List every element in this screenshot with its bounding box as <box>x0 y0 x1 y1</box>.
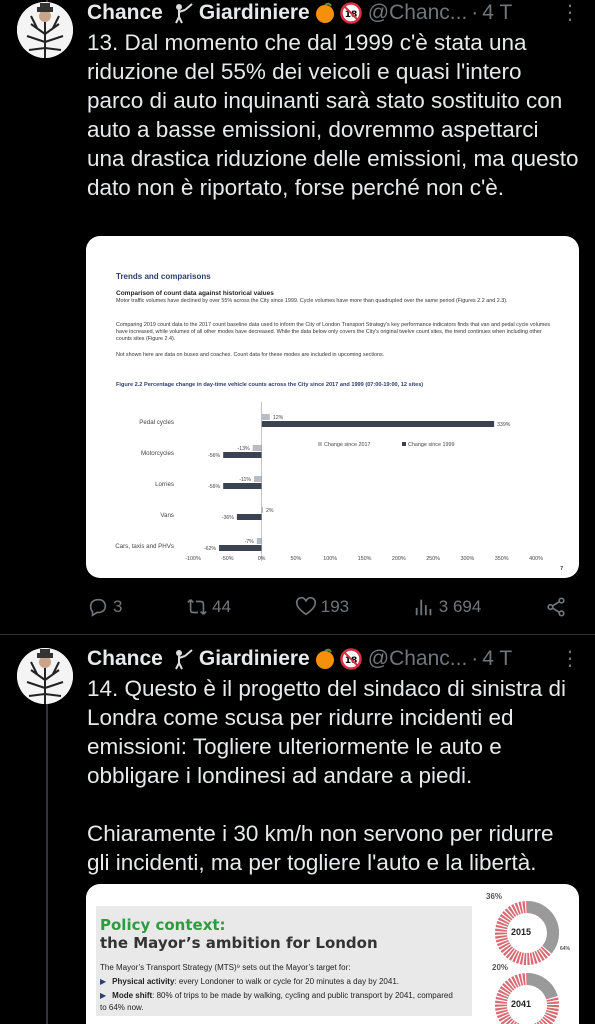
avatar-image <box>17 648 73 704</box>
no-under-18-icon <box>340 648 362 670</box>
reply-icon <box>87 596 109 618</box>
report-paragraph-1: Motor traffic volumes have declined by over 55% across the City since 1999. Cycle volumes have more than quadrupled over the same period (Figures 2.2 and 2.3). <box>116 298 508 304</box>
data-label: -56% <box>208 453 221 459</box>
x-tick-label: 100% <box>323 556 338 562</box>
bullet-arrow-icon: ▶ <box>100 991 107 1000</box>
reply-button[interactable] <box>87 596 122 618</box>
tweet-text: 13. Dal momento che dal 1999 c'è stata una riduzione del 55% dei veicoli e quasi l'intero parco di auto inquinanti sarà stato sostituito con auto a basse emissioni, dovremmo aspettarci una drastica riduzione delle emissioni, ma questo dato non è riportato, forse perché non c'è. <box>87 30 585 200</box>
data-label: -62% <box>203 546 217 552</box>
report-heading: Comparison of count data against historical values <box>116 290 274 297</box>
retweet-button[interactable] <box>186 596 231 618</box>
author-name[interactable]: Chance <box>87 647 163 670</box>
donut-2041-value: 20% <box>492 963 509 972</box>
x-tick-label: 150% <box>357 556 372 562</box>
figure-title: Figure 2.2 Percentage change in day-time vehicle counts across the City since 2017 and 1999 (07:00-19:00, 12 sites) <box>116 382 424 388</box>
data-label: -56% <box>208 484 221 490</box>
tweet-text: 14. Questo è il progetto del sindaco di sinistra di Londra come scusa per ridurre incidenti ed emissioni: Togliere ulteriormente le auto e obbligare i londinesi ad andare a piedi. Chiaramente i 30 km/h non servono per ridurre gli incidenti, ma per togliere l'auto e la libertà. <box>87 676 567 875</box>
bar-since-1999 <box>223 483 261 489</box>
x-tick-label: 200% <box>391 556 406 562</box>
bullet-arrow-icon: ▶ <box>100 977 107 986</box>
x-tick-label: -50% <box>221 556 234 562</box>
policy-bullet-mode-shift <box>100 990 460 1014</box>
data-label: 2% <box>265 508 274 514</box>
x-tick-label: 400% <box>529 556 543 562</box>
separator-dot: · <box>471 1 479 24</box>
data-label: -11% <box>239 477 252 483</box>
orange-icon <box>314 2 336 24</box>
bar-chart <box>86 398 579 578</box>
policy-intro: The Mayor’s Transport Strategy (MTS)⁹ sets out the Mayor’s target for: <box>100 963 351 972</box>
avatar[interactable] <box>17 2 73 58</box>
tweet-header <box>87 0 581 26</box>
bullet-label: Physical activity <box>112 977 175 986</box>
policy-bullet-physical-activity <box>100 976 460 988</box>
category-label: Pedal cycles <box>139 419 174 426</box>
category-label: Lorries <box>155 481 174 488</box>
donut-2015-other: 64% <box>560 946 571 952</box>
donut-2041-year: 2041 <box>511 999 532 1009</box>
legend-label: Change since 1999 <box>408 442 455 448</box>
views-count: 3 694 <box>438 597 482 616</box>
bar-since-1999 <box>219 545 262 551</box>
retweet-icon <box>186 596 208 618</box>
bar-since-2017 <box>254 476 262 482</box>
avatar[interactable] <box>17 648 73 704</box>
legend-label: Change since 2017 <box>324 442 371 448</box>
share-icon <box>545 596 567 618</box>
bullet-text: : 80% of trips to be made by walking, cycling and public transport by 2041, compared to 64% now. <box>100 991 453 1012</box>
views-button[interactable] <box>413 596 482 618</box>
legend-swatch <box>402 442 406 446</box>
bar-since-2017 <box>262 414 270 420</box>
author-name[interactable]: Chance <box>87 1 163 24</box>
author-handle[interactable]: @Chanc... <box>367 1 468 24</box>
data-label: 12% <box>272 415 284 421</box>
legend-swatch <box>318 442 322 446</box>
bar-since-1999 <box>237 514 262 520</box>
data-label: 339% <box>497 422 511 428</box>
tweet-actions <box>87 592 567 622</box>
tweet-divider <box>0 634 595 635</box>
separator-dot: · <box>471 647 479 670</box>
like-count: 193 <box>320 597 350 616</box>
tweet-header <box>87 646 581 672</box>
more-options-icon[interactable]: ⋮ <box>560 2 581 24</box>
report-section-title: Trends and comparisons <box>116 272 211 281</box>
like-button[interactable] <box>295 596 349 618</box>
timestamp[interactable]: 4 T <box>482 647 513 670</box>
report-paragraph-2: Comparing 2019 count data to the 2017 count baseline data used to inform the City of London Transport Strategy's key performance indicators finds that van and pedal cycle volumes have increased, while volumes of all other modes have decreased. While the data below only covers the City's original twelve count sites, the trend continues when including other counts sites (Figure 2.4). <box>116 322 551 343</box>
data-label: -13% <box>237 446 250 452</box>
views-icon <box>413 596 435 618</box>
tweet-media-report-page[interactable] <box>86 236 579 578</box>
donut-chart-2041 <box>492 970 562 1024</box>
x-tick-label: 300% <box>460 556 475 562</box>
author-name-suffix[interactable]: Giardiniere <box>198 1 310 24</box>
category-label: Vans <box>160 512 174 519</box>
no-under-18-icon <box>340 2 362 24</box>
x-tick-label: 0% <box>257 556 266 562</box>
bar-since-2017 <box>253 445 262 451</box>
heart-icon <box>295 596 317 618</box>
x-tick-label: 50% <box>290 556 302 562</box>
tweet-14[interactable] <box>0 646 595 1024</box>
author-handle[interactable]: @Chanc... <box>367 647 468 670</box>
orange-icon <box>314 648 336 670</box>
donut-2015-year: 2015 <box>511 927 532 937</box>
category-label: Motorcycles <box>140 450 174 457</box>
more-options-icon[interactable]: ⋮ <box>560 648 581 670</box>
report-paragraph-3: Not shown here are data on buses and coaches. Count data for these modes are included in upcoming sections. <box>116 352 385 358</box>
bar-since-2017 <box>257 538 262 544</box>
bar-since-1999 <box>223 452 261 458</box>
policy-subtitle: the Mayor’s ambition for London <box>100 934 378 952</box>
svg-text:18: 18 <box>344 10 358 20</box>
data-label: -7% <box>244 539 254 545</box>
share-button[interactable] <box>545 596 567 618</box>
x-tick-label: 250% <box>426 556 440 562</box>
data-label: -36% <box>221 515 234 521</box>
tweet-media-policy-card[interactable] <box>86 884 579 1024</box>
x-tick-label: -100% <box>185 556 201 562</box>
bullet-label: Mode shift <box>112 991 153 1000</box>
page-number: 7 <box>560 566 563 572</box>
retweet-count: 44 <box>212 597 232 616</box>
author-name-suffix[interactable]: Giardiniere <box>198 647 310 670</box>
bar-since-1999 <box>262 421 495 427</box>
fencer-icon <box>171 648 193 670</box>
timestamp[interactable]: 4 T <box>482 1 513 24</box>
policy-title: Policy context: <box>100 916 226 934</box>
fencer-icon <box>171 2 193 24</box>
x-tick-label: 350% <box>494 556 509 562</box>
reply-count: 3 <box>113 597 123 616</box>
svg-text:18: 18 <box>344 656 358 666</box>
bullet-text: : every Londoner to walk or cycle for 20 minutes a day by 2041. <box>174 977 399 986</box>
avatar-image <box>17 2 73 58</box>
category-label: Cars, taxis and PHVs <box>115 543 174 550</box>
donut-2015-value: 36% <box>486 892 503 901</box>
